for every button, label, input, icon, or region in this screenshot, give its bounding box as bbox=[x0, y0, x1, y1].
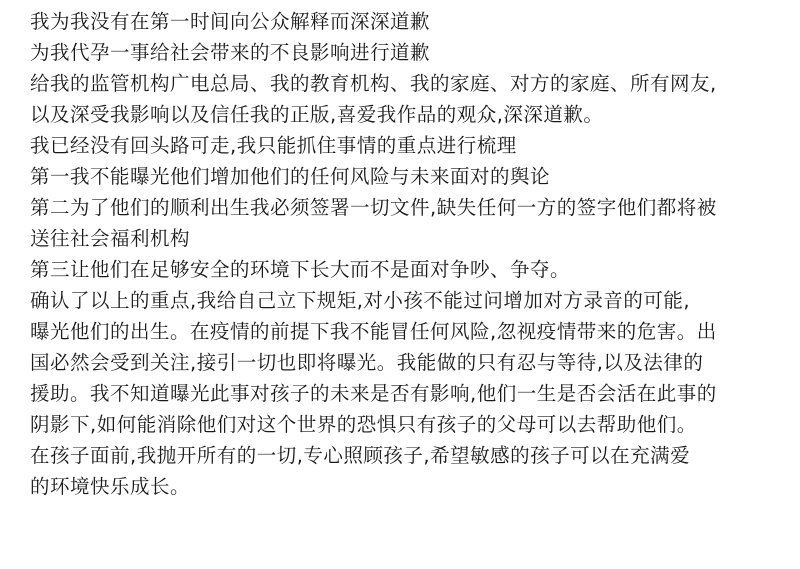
text-line: 确认了以上的重点,我给自己立下规矩,对小孩不能过问增加对方录音的可能, bbox=[30, 289, 691, 312]
text-line: 给我的监管机构广电总局、我的教育机构、我的家庭、对方的家庭、所有网友, bbox=[30, 72, 717, 95]
text-line: 为我代孕一事给社会带来的不良影响进行道歉 bbox=[30, 41, 431, 64]
text-line: 阴影下,如何能消除他们对这个世界的恐惧只有孩子的父母可以去帮助他们。 bbox=[30, 413, 697, 436]
text-line: 在孩子面前,我抛开所有的一切,专心照顾孩子,希望敏感的孩子可以在充满爱 bbox=[30, 444, 691, 467]
statement-text bbox=[30, 0, 790, 502]
text-line: 的环境快乐成长。 bbox=[30, 475, 191, 498]
text-line: 第三让他们在足够安全的环境下长大而不是面对争吵、争夺。 bbox=[30, 258, 571, 281]
text-line: 送往社会福利机构 bbox=[30, 227, 191, 250]
text-line: 第二为了他们的顺利出生我必须签署一切文件,缺失任何一方的签字他们都将被 bbox=[30, 196, 717, 219]
text-line: 援助。我不知道曝光此事对孩子的未来是否有影响,他们一生是否会活在此事的 bbox=[30, 382, 717, 405]
text-line: 我已经没有回头路可走,我只能抓住事情的重点进行梳理 bbox=[30, 134, 517, 157]
text-line: 国必然会受到关注,接引一切也即将曝光。我能做的只有忍与等待,以及法律的 bbox=[30, 351, 704, 374]
text-line: 以及深受我影响以及信任我的正版,喜爱我作品的观众,深深道歉。 bbox=[30, 103, 604, 126]
text-line: 我为我没有在第一时间向公众解释而深深道歉 bbox=[30, 10, 431, 33]
text-line: 曝光他们的出生。在疫情的前提下我不能冒任何风险,忽视疫情带来的危害。出 bbox=[30, 320, 717, 343]
text-line: 第一我不能曝光他们增加他们的任何风险与未来面对的舆论 bbox=[30, 165, 551, 188]
